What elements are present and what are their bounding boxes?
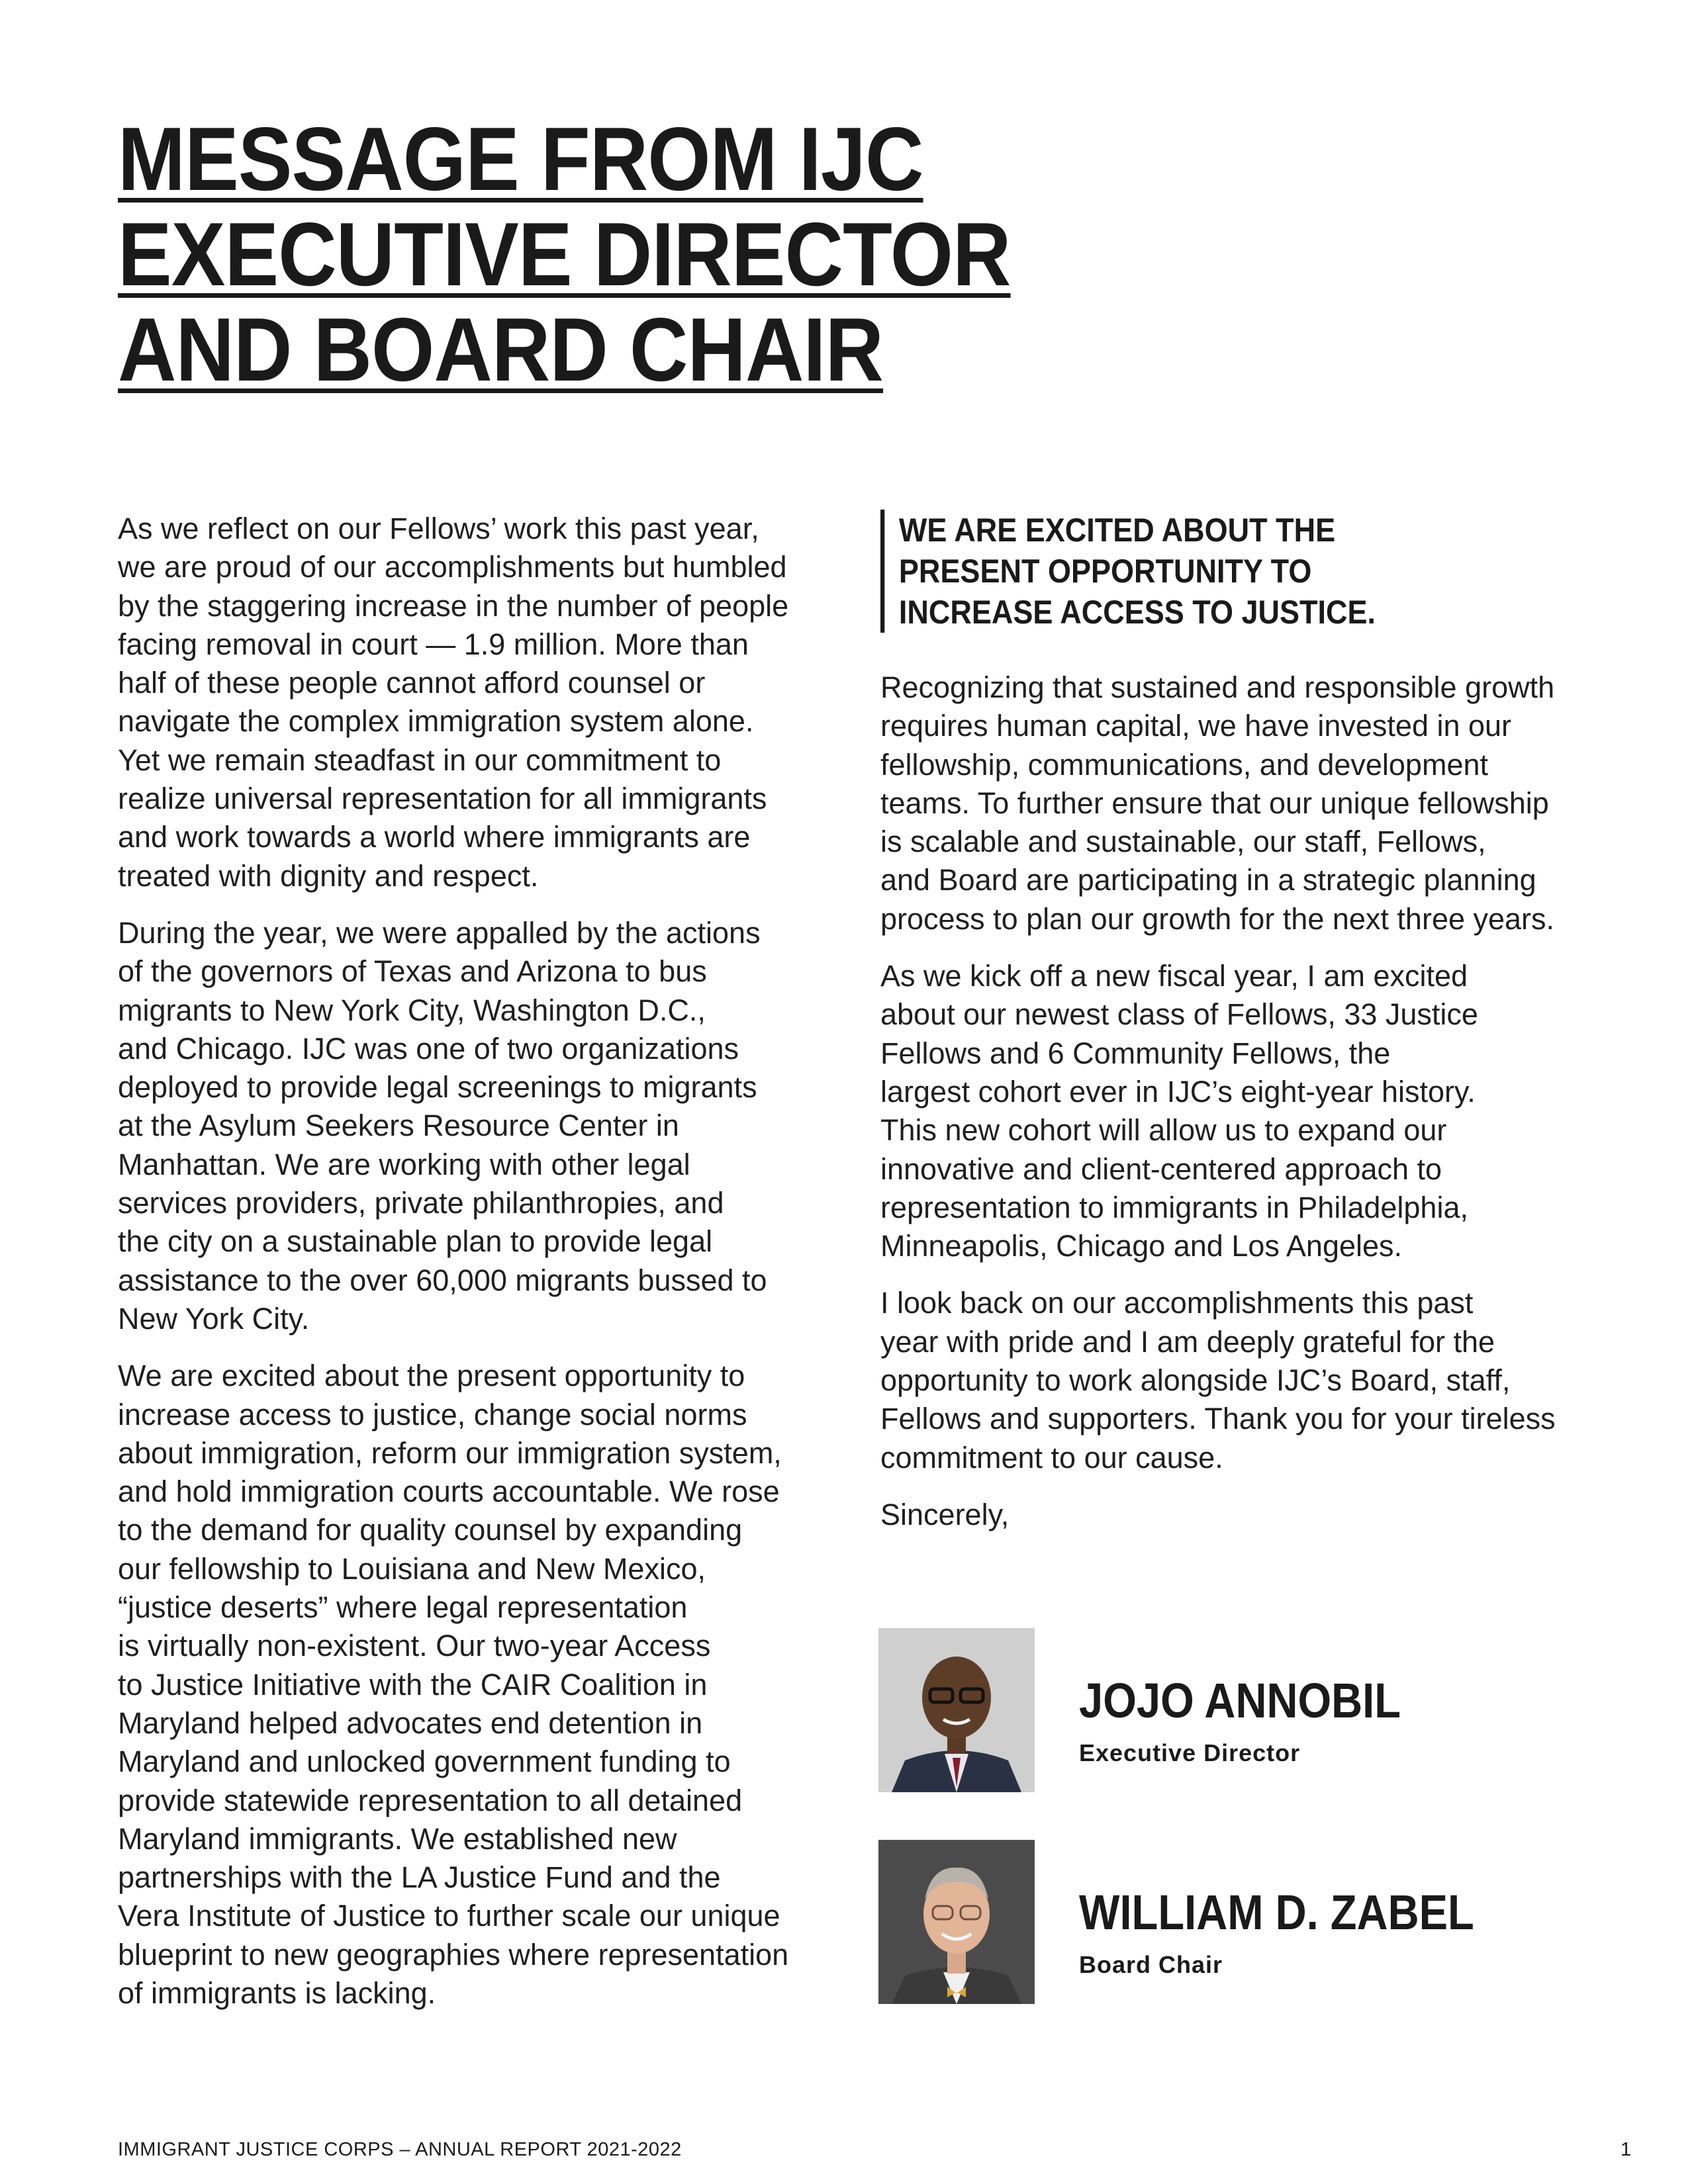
text-line: representation to immigrants in Philadelphia, [880, 1190, 1468, 1224]
text-line: As we kick off a new fiscal year, I am excited [880, 959, 1468, 993]
text-line: about our newest class of Fellows, 33 Justice [880, 997, 1478, 1032]
footer-report-title: IMMIGRANT JUSTICE CORPS – ANNUAL REPORT 2021-2022 [118, 2139, 682, 2160]
portrait-photo [878, 1628, 1035, 1792]
text-line: Manhattan. We are working with other legal [118, 1147, 690, 1181]
paragraph-new-fellows [880, 957, 1602, 1265]
text-line: services providers, private philanthropies, and [118, 1186, 724, 1220]
text-line: and Board are participating in a strategic planning [880, 863, 1536, 897]
text-line: largest cohort ever in IJC’s eight-year history. [880, 1074, 1476, 1109]
text-line: provide statewide representation to all detained [118, 1783, 743, 1817]
title-line: AND BOARD CHAIR [118, 299, 884, 400]
signatory-role: Board Chair [1079, 1951, 1223, 1978]
text-line: and work towards a world where immigrants are [118, 820, 751, 854]
text-line: As we reflect on our Fellows’ work this past year, [118, 512, 759, 545]
paragraph-reflection [118, 510, 833, 895]
text-line: fellowship, communications, and development [880, 747, 1488, 782]
text-line: During the year, we were appalled by the actions [118, 915, 761, 950]
text-line: INCREASE ACCESS TO JUSTICE. [898, 594, 1376, 631]
right-column [880, 510, 1602, 1553]
text-line: half of these people cannot afford counsel or [118, 666, 706, 700]
text-line: increase access to justice, change social norms [118, 1397, 747, 1432]
text-line: Fellows and 6 Community Fellows, the [880, 1036, 1391, 1070]
text-line: deployed to provide legal screenings to migrants [118, 1070, 757, 1105]
text-line: I look back on our accomplishments this past [880, 1286, 1474, 1320]
text-line: year with pride and I am deeply grateful for the [880, 1324, 1495, 1359]
text-line: This new cohort will allow us to expand our [880, 1113, 1447, 1148]
text-line: assistance to the over 60,000 migrants bussed to [118, 1263, 767, 1297]
text-line: migrants to New York City, Washington D.C., [118, 993, 706, 1027]
text-line: is virtually non-existent. Our two-year Access [118, 1629, 711, 1663]
text-line: our fellowship to Louisiana and New Mexico, [118, 1551, 706, 1586]
text-line: PRESENT OPPORTUNITY TO [898, 553, 1312, 590]
text-line: facing removal in court — 1.9 million. More than [118, 627, 749, 661]
text-line: partnerships with the LA Justice Fund and the [118, 1860, 721, 1895]
text-line: blueprint to new geographies where representation [118, 1937, 789, 1972]
paragraph-gratitude [880, 1284, 1602, 1477]
text-line: innovative and client-centered approach to [880, 1152, 1442, 1186]
text-line: Yet we remain steadfast in our commitment to [118, 743, 722, 777]
left-column [118, 510, 833, 2031]
text-line: Maryland and unlocked government funding to [118, 1745, 731, 1779]
text-line: the city on a sustainable plan to provide legal [118, 1224, 713, 1259]
page-number: 1 [1621, 2139, 1632, 2160]
text-line: Vera Institute of Justice to further scale our unique [118, 1899, 780, 1933]
text-line: to Justice Initiative with the CAIR Coalition in [118, 1667, 708, 1702]
text-line: Fellows and supporters. Thank you for your tireless [880, 1402, 1556, 1436]
text-line: at the Asylum Seekers Resource Center in [118, 1109, 679, 1143]
text-line: WE ARE EXCITED ABOUT THE [898, 512, 1336, 549]
paragraph-growth [880, 668, 1602, 938]
text-line: New York City. [118, 1301, 310, 1336]
text-line: We are excited about the present opportunity to [118, 1359, 745, 1393]
text-line: is scalable and sustainable, our staff, Fellows, [880, 825, 1486, 859]
paragraph-opportunity [118, 1357, 833, 2013]
pull-quote [880, 510, 1554, 633]
page-title [118, 109, 1131, 400]
signatory-name: JOJO ANNOBIL [1079, 1673, 1401, 1728]
text-line: navigate the complex immigration system alone. [118, 704, 754, 739]
text-line: Minneapolis, Chicago and Los Angeles. [880, 1229, 1403, 1263]
text-line: Recognizing that sustained and responsible growth [880, 670, 1555, 704]
text-line: and hold immigration courts accountable. We rose [118, 1475, 780, 1509]
text-line: teams. To further ensure that our unique fellowship [880, 786, 1549, 820]
title-line: MESSAGE FROM IJC [118, 109, 923, 209]
text-line: treated with dignity and respect. [118, 858, 539, 893]
signatory-role: Executive Director [1079, 1739, 1301, 1766]
text-line: commitment to our cause. [880, 1440, 1223, 1475]
text-line: and Chicago. IJC was one of two organizations [118, 1031, 739, 1066]
title-line: EXECUTIVE DIRECTOR [118, 204, 1011, 304]
text-line: Maryland helped advocates end detention in [118, 1706, 703, 1740]
text-line: “justice deserts” where legal representation [118, 1590, 688, 1625]
signatory-name: WILLIAM D. ZABEL [1079, 1885, 1474, 1940]
text-line: realize universal representation for all immigrants [118, 782, 767, 816]
paragraph-governors [118, 914, 833, 1338]
text-line: opportunity to work alongside IJC’s Board, staff, [880, 1363, 1511, 1398]
text-line: we are proud of our accomplishments but humbled [118, 550, 787, 584]
text-line: about immigration, reform our immigration system, [118, 1435, 782, 1470]
text-line: process to plan our growth for the next three years. [880, 901, 1555, 936]
text-line: to the demand for quality counsel by expanding [118, 1513, 743, 1547]
text-line: of immigrants is lacking. [118, 1976, 436, 2010]
closing-salutation: Sincerely, [880, 1497, 1010, 1531]
text-line: Maryland immigrants. We established new [118, 1821, 677, 1856]
portrait-photo [878, 1840, 1035, 2004]
text-line: requires human capital, we have invested in our [880, 709, 1512, 743]
text-line: of the governors of Texas and Arizona to bus [118, 954, 707, 989]
text-line: by the staggering increase in the number of people [118, 588, 789, 623]
